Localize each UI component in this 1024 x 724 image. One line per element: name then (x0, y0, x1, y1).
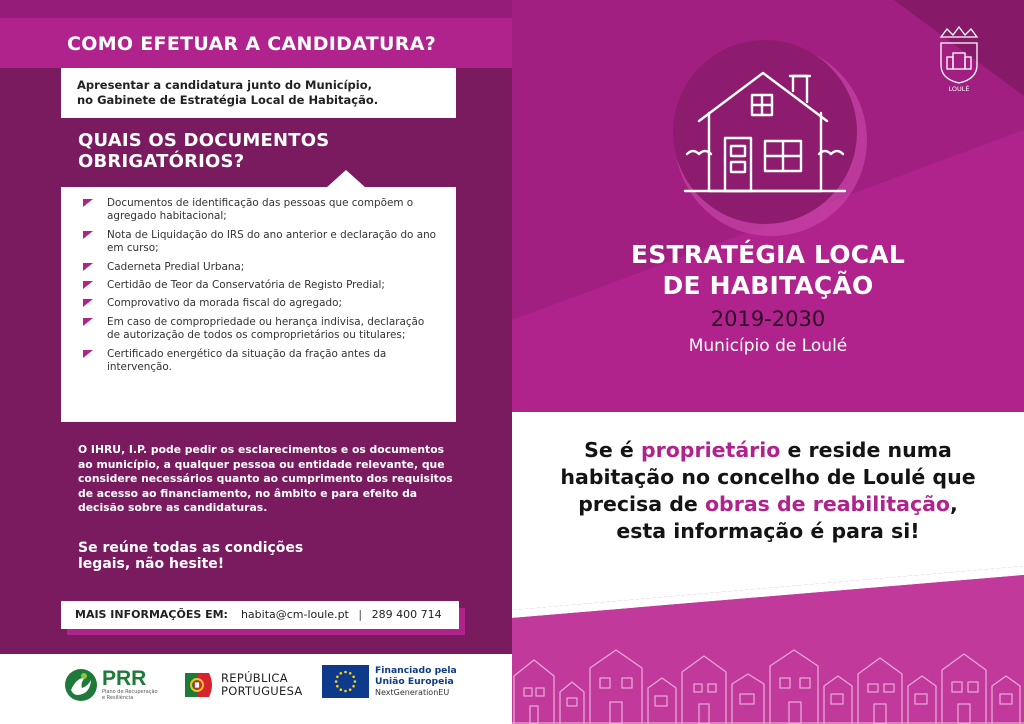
funding-logos-footer (0, 654, 512, 724)
cover-message (512, 437, 1024, 545)
documents-list (83, 197, 440, 374)
right-panel-cover (512, 0, 1024, 724)
eu-flag-icon (322, 665, 369, 698)
crest-label: LOULÉ (948, 85, 970, 93)
section-title-documents (78, 130, 329, 172)
document-item-text: Certidão de Teor da Conservatória de Registo Predial; (107, 279, 385, 292)
triangle-bullet-icon (83, 318, 93, 326)
docs-title-line-1: QUAIS OS DOCUMENTOS (78, 130, 330, 151)
contact-separator: | (358, 608, 363, 621)
triangle-bullet-icon (83, 263, 93, 271)
eu-line-3: NextGenerationEU (375, 688, 450, 697)
document-item-text: Comprovativo da morada fiscal do agregado; (107, 297, 342, 310)
documents-box (61, 187, 456, 422)
highlight-owner: proprietário (640, 438, 781, 462)
triangle-bullet-icon (83, 199, 93, 207)
triangle-bullet-icon (83, 299, 93, 307)
houses-skyline-illustration (512, 636, 1024, 724)
list-item (83, 261, 440, 274)
cover-years: 2019-2030 (710, 307, 826, 331)
list-item (83, 229, 440, 256)
loule-crest-icon (933, 23, 985, 93)
cover-municipality: Município de Loulé (688, 336, 848, 356)
message-line-2: habitação no concelho de Loulé que (560, 465, 976, 489)
ihru-paragraph: O IHRU, I.P. pode pedir os esclarecimentos e os documentos ao município, a qualquer pessoa ou entidade relevante, que considere necessários quanto ao cumprimento dos requisitos de acesso ao financiamento, no âmbito e para efeito da decisão sobre as candidaturas. (78, 443, 453, 515)
eu-line-2: União Europeia (375, 676, 454, 687)
message-line-3: precisa de obras de reabilitação, (578, 492, 958, 516)
contact-email-link[interactable]: habita@cm-loule.pt (240, 608, 349, 621)
cover-title-line-1: ESTRATÉGIA LOCAL (631, 240, 905, 269)
list-item (83, 348, 440, 375)
cover-title-line-2: DE HABITAÇÃO (662, 271, 874, 300)
message-line-1: Se é proprietário e reside numa (584, 438, 952, 462)
cta-line-2: legais, não hesite! (78, 556, 225, 572)
contact-box (61, 601, 459, 629)
docs-title-line-2: OBRIGATÓRIOS? (78, 151, 245, 172)
prr-name: PRR (102, 667, 147, 690)
document-item-text: Certificado energético da situação da fração antes da intervenção. (107, 347, 387, 374)
triangle-bullet-icon (83, 231, 93, 239)
call-to-action (78, 540, 303, 572)
document-item-text: Caderneta Predial Urbana; (107, 260, 245, 273)
republica-line-2: PORTUGUESA (221, 684, 303, 698)
triangle-bullet-icon (83, 350, 93, 358)
republica-line-1: REPÚBLICA (221, 671, 288, 685)
list-item (83, 316, 440, 343)
prr-sub-1: Plano de Recuperação (102, 689, 158, 695)
eu-funding-logo (322, 665, 457, 698)
message-line-4: esta informação é para si! (616, 519, 920, 543)
eu-line-1: Financiado pela (375, 665, 457, 676)
cta-line-1: Se reúne todas as condições (78, 540, 304, 556)
callout-pointer (326, 170, 366, 188)
republica-portuguesa-logo (185, 670, 303, 700)
house-illustration (669, 38, 869, 238)
prr-mark-icon (64, 668, 98, 702)
left-panel (0, 0, 512, 654)
document-item-text: Nota de Liquidação do IRS do ano anterior e declaração do ano em curso; (107, 228, 437, 255)
prr-sub-2: e Resiliência (102, 695, 134, 701)
contact-phone[interactable]: 289 400 714 (371, 608, 442, 621)
prr-logo (64, 668, 158, 702)
portuguese-flag-icon (185, 670, 215, 700)
triangle-bullet-icon (83, 281, 93, 289)
highlight-rehab-works: obras de reabilitação (704, 492, 951, 516)
intro-line-2: no Gabinete de Estratégia Local de Habitação. (77, 93, 379, 107)
list-item (83, 297, 440, 310)
list-item (83, 197, 440, 224)
document-item-text: Documentos de identificação das pessoas que compõem o agregado habitacional; (107, 197, 414, 223)
intro-box (61, 68, 456, 118)
header-top-strip (0, 0, 512, 18)
document-item-text: Em caso de compropriedade ou herança indivisa, declaração de autorização de todos os comproprietários ou titulares; (107, 315, 425, 342)
section-title-how-to-apply: COMO EFETUAR A CANDIDATURA? (67, 33, 437, 55)
list-item (83, 279, 440, 292)
contact-label: MAIS INFORMAÇÕES EM: (75, 608, 228, 621)
intro-line-1: Apresentar a candidatura junto do Município, (77, 78, 372, 92)
